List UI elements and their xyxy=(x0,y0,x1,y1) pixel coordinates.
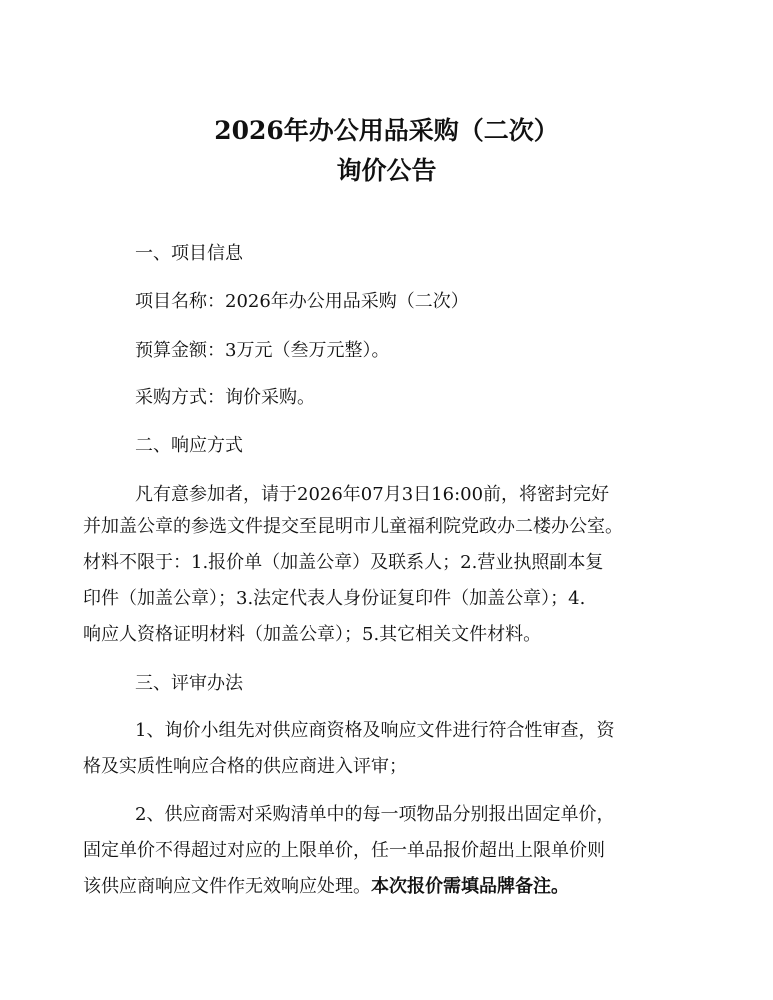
response-paragraph-line-3: 材料不限于：1.报价单（加盖公章）及联系人；2.营业执照副本复 xyxy=(83,552,604,573)
section-1-heading: 一、项目信息 xyxy=(135,243,243,264)
response-paragraph-line-5: 响应人资格证明材料（加盖公章）；5.其它相关文件材料。 xyxy=(83,624,542,645)
review-item-1-line-1: 1、询价小组先对供应商资格及响应文件进行符合性审查，资 xyxy=(135,720,615,741)
review-item-2-line-1: 2、供应商需对采购清单中的每一项物品分别报出固定单价， xyxy=(135,804,615,825)
procurement-method: 采购方式：询价采购。 xyxy=(135,387,315,408)
review-item-2-text: 该供应商响应文件作无效响应处理。 xyxy=(83,876,371,897)
title-line-2: 询价公告 xyxy=(336,156,437,185)
response-paragraph-line-4: 印件（加盖公章）；3.法定代表人身份证复印件（加盖公章）；4. xyxy=(83,588,586,609)
brand-note-emphasis: 本次报价需填品牌备注。 xyxy=(371,876,569,897)
section-2-heading: 二、响应方式 xyxy=(135,435,243,456)
review-item-2-line-3 xyxy=(83,875,569,899)
review-item-2-line-2: 固定单价不得超过对应的上限单价，任一单品报价超出上限单价则 xyxy=(83,840,605,861)
title-line-1: 2026年办公用品采购（二次） xyxy=(214,116,559,145)
project-name: 项目名称：2026年办公用品采购（二次） xyxy=(135,291,469,312)
budget-amount: 预算金额：3万元（叁万元整）。 xyxy=(135,340,390,361)
review-item-1-line-2: 格及实质性响应合格的供应商进入评审； xyxy=(83,756,407,777)
response-paragraph-line-1: 凡有意参加者，请于2026年07月3日16:00前，将密封完好 xyxy=(135,484,610,505)
section-3-heading: 三、评审办法 xyxy=(135,673,243,694)
response-paragraph-line-2: 并加盖公章的参选文件提交至昆明市儿童福利院党政办二楼办公室。 xyxy=(83,516,623,537)
